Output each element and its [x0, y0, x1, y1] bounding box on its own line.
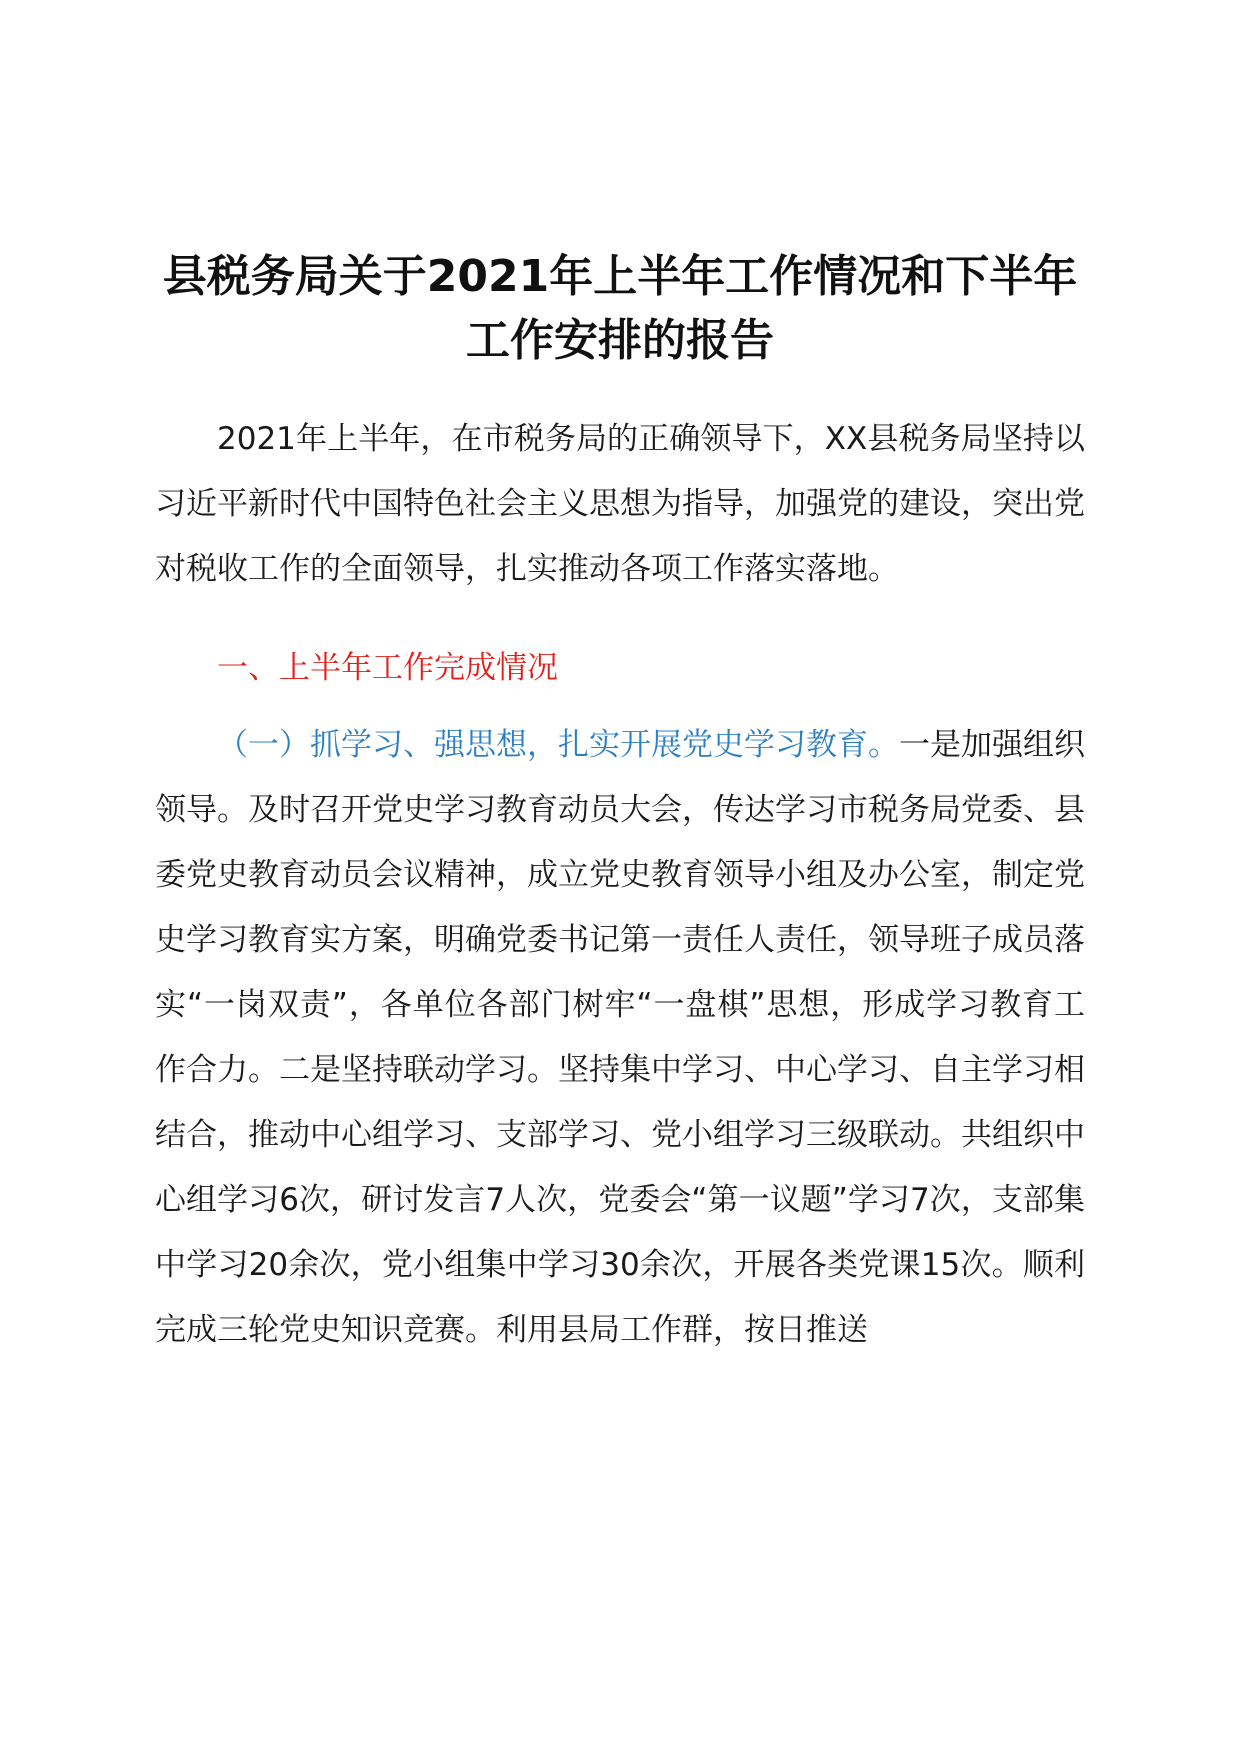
- subsection-heading: （一）抓学习、强思想，扎实开展党史学习教育。: [217, 727, 899, 763]
- section-heading: 一、上半年工作完成情况: [217, 650, 558, 686]
- intro-paragraph: 2021年上半年，在市税务局的正确领导下，XX县税务局坚持以习近平新时代中国特色社会主义思想为指导，加强党的建设，突出党对税收工作的全面领导，扎实推动各项工作落实落地。: [155, 421, 1085, 587]
- subsection-body: 一是加强组织领导。及时召开党史学习教育动员大会，传达学习市税务局党委、县委党史教育动员会议精神，成立党史教育领导小组及办公室，制定党史学习教育实方案，明确党委书记第一责任人责任，领导班子成员落实“一岗双责”，各单位各部门树牢“一盘棋”思想，形成学习教育工作合力。二是坚持联动学习。坚持集中学习、中心学习、自主学习相结合，推动中心组学习、支部学习、党小组学习三级联动。共组织中心组学习6次，研讨发言7人次，党委会“第一议题”学习7次，支部集中学习20余次，党小组集中学习30余次，开展各类党课15次。顺利完成三轮党史知识竞赛。利用县局工作群，按日推送: [155, 727, 1085, 1348]
- document-title: 县税务局关于2021年上半年工作情况和下半年工作安排的报告: [162, 251, 1078, 366]
- document-content: [155, 245, 1085, 1363]
- subsection-paragraph: [155, 713, 1085, 1363]
